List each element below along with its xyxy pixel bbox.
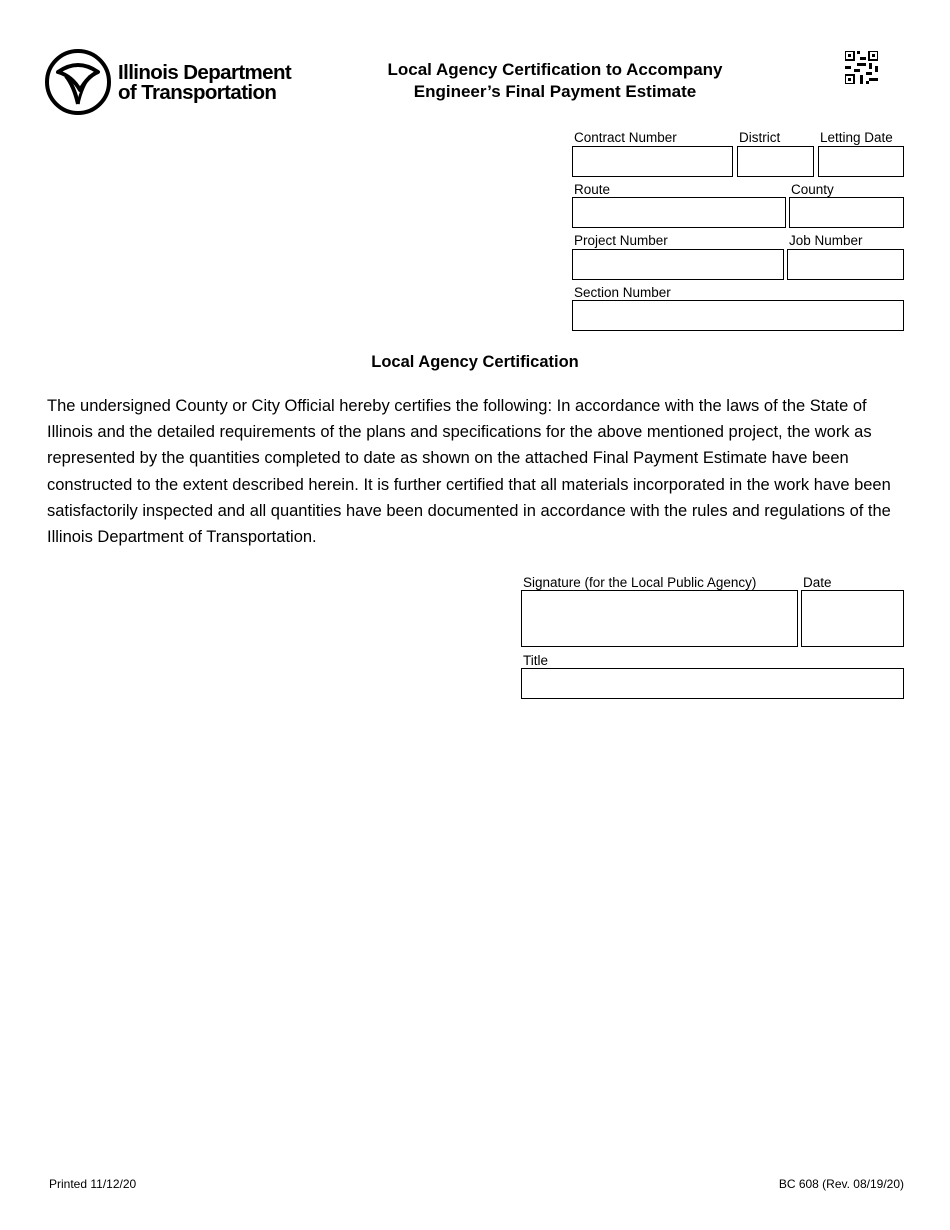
title-field[interactable]: [521, 668, 904, 699]
qr-code-icon: [845, 51, 878, 84]
section-number-field[interactable]: [572, 300, 904, 331]
form-number: BC 608 (Rev. 08/19/20): [778, 1177, 904, 1191]
letting-date-label: Letting Date: [820, 130, 893, 145]
section-number-label: Section Number: [574, 285, 671, 300]
county-label: County: [791, 182, 834, 197]
route-field[interactable]: [572, 197, 786, 228]
route-label: Route: [574, 182, 611, 197]
job-number-field[interactable]: [787, 249, 904, 280]
project-number-field[interactable]: [572, 249, 784, 280]
org-name: [118, 63, 291, 103]
title-label: Title: [523, 653, 549, 668]
job-number-label: Job Number: [789, 233, 863, 248]
district-field[interactable]: [737, 146, 814, 177]
idot-emblem-icon: [44, 46, 116, 118]
county-field[interactable]: [789, 197, 904, 228]
contract-number-field[interactable]: [572, 146, 733, 177]
signature-field[interactable]: [521, 590, 798, 647]
certification-text: The undersigned County or City Official hereby certifies the following: In accordance with the laws of the State of Illinois and the detailed requirements of the plans and specifications for the above mentioned project, the work as represented by the quantities completed to date as shown on the attached Final Payment Estimate have been constructed to the extent described herein. It is further certified that all materials incorporated in the work have been satisfactorily inspected and all quantities have been documented in accordance with the rules and regulations of the Illinois Department of Transportation.: [47, 397, 891, 547]
form-title-line2: Engineer’s Final Payment Estimate: [413, 82, 697, 101]
form-title: [340, 59, 770, 103]
form-title-line1: Local Agency Certification to Accompany: [387, 60, 723, 79]
project-number-label: Project Number: [574, 233, 668, 248]
date-field[interactable]: [801, 590, 904, 647]
letting-date-field[interactable]: [818, 146, 904, 177]
printed-date: Printed 11/12/20: [49, 1177, 137, 1191]
signature-label: Signature (for the Local Public Agency): [523, 575, 757, 590]
org-name-line2: of Transportation: [118, 81, 277, 104]
contract-number-label: Contract Number: [574, 130, 677, 145]
org-name-line1: Illinois Department: [118, 61, 292, 84]
date-label: Date: [803, 575, 832, 590]
district-label: District: [739, 130, 781, 145]
certification-heading: Local Agency Certification: [371, 353, 579, 371]
